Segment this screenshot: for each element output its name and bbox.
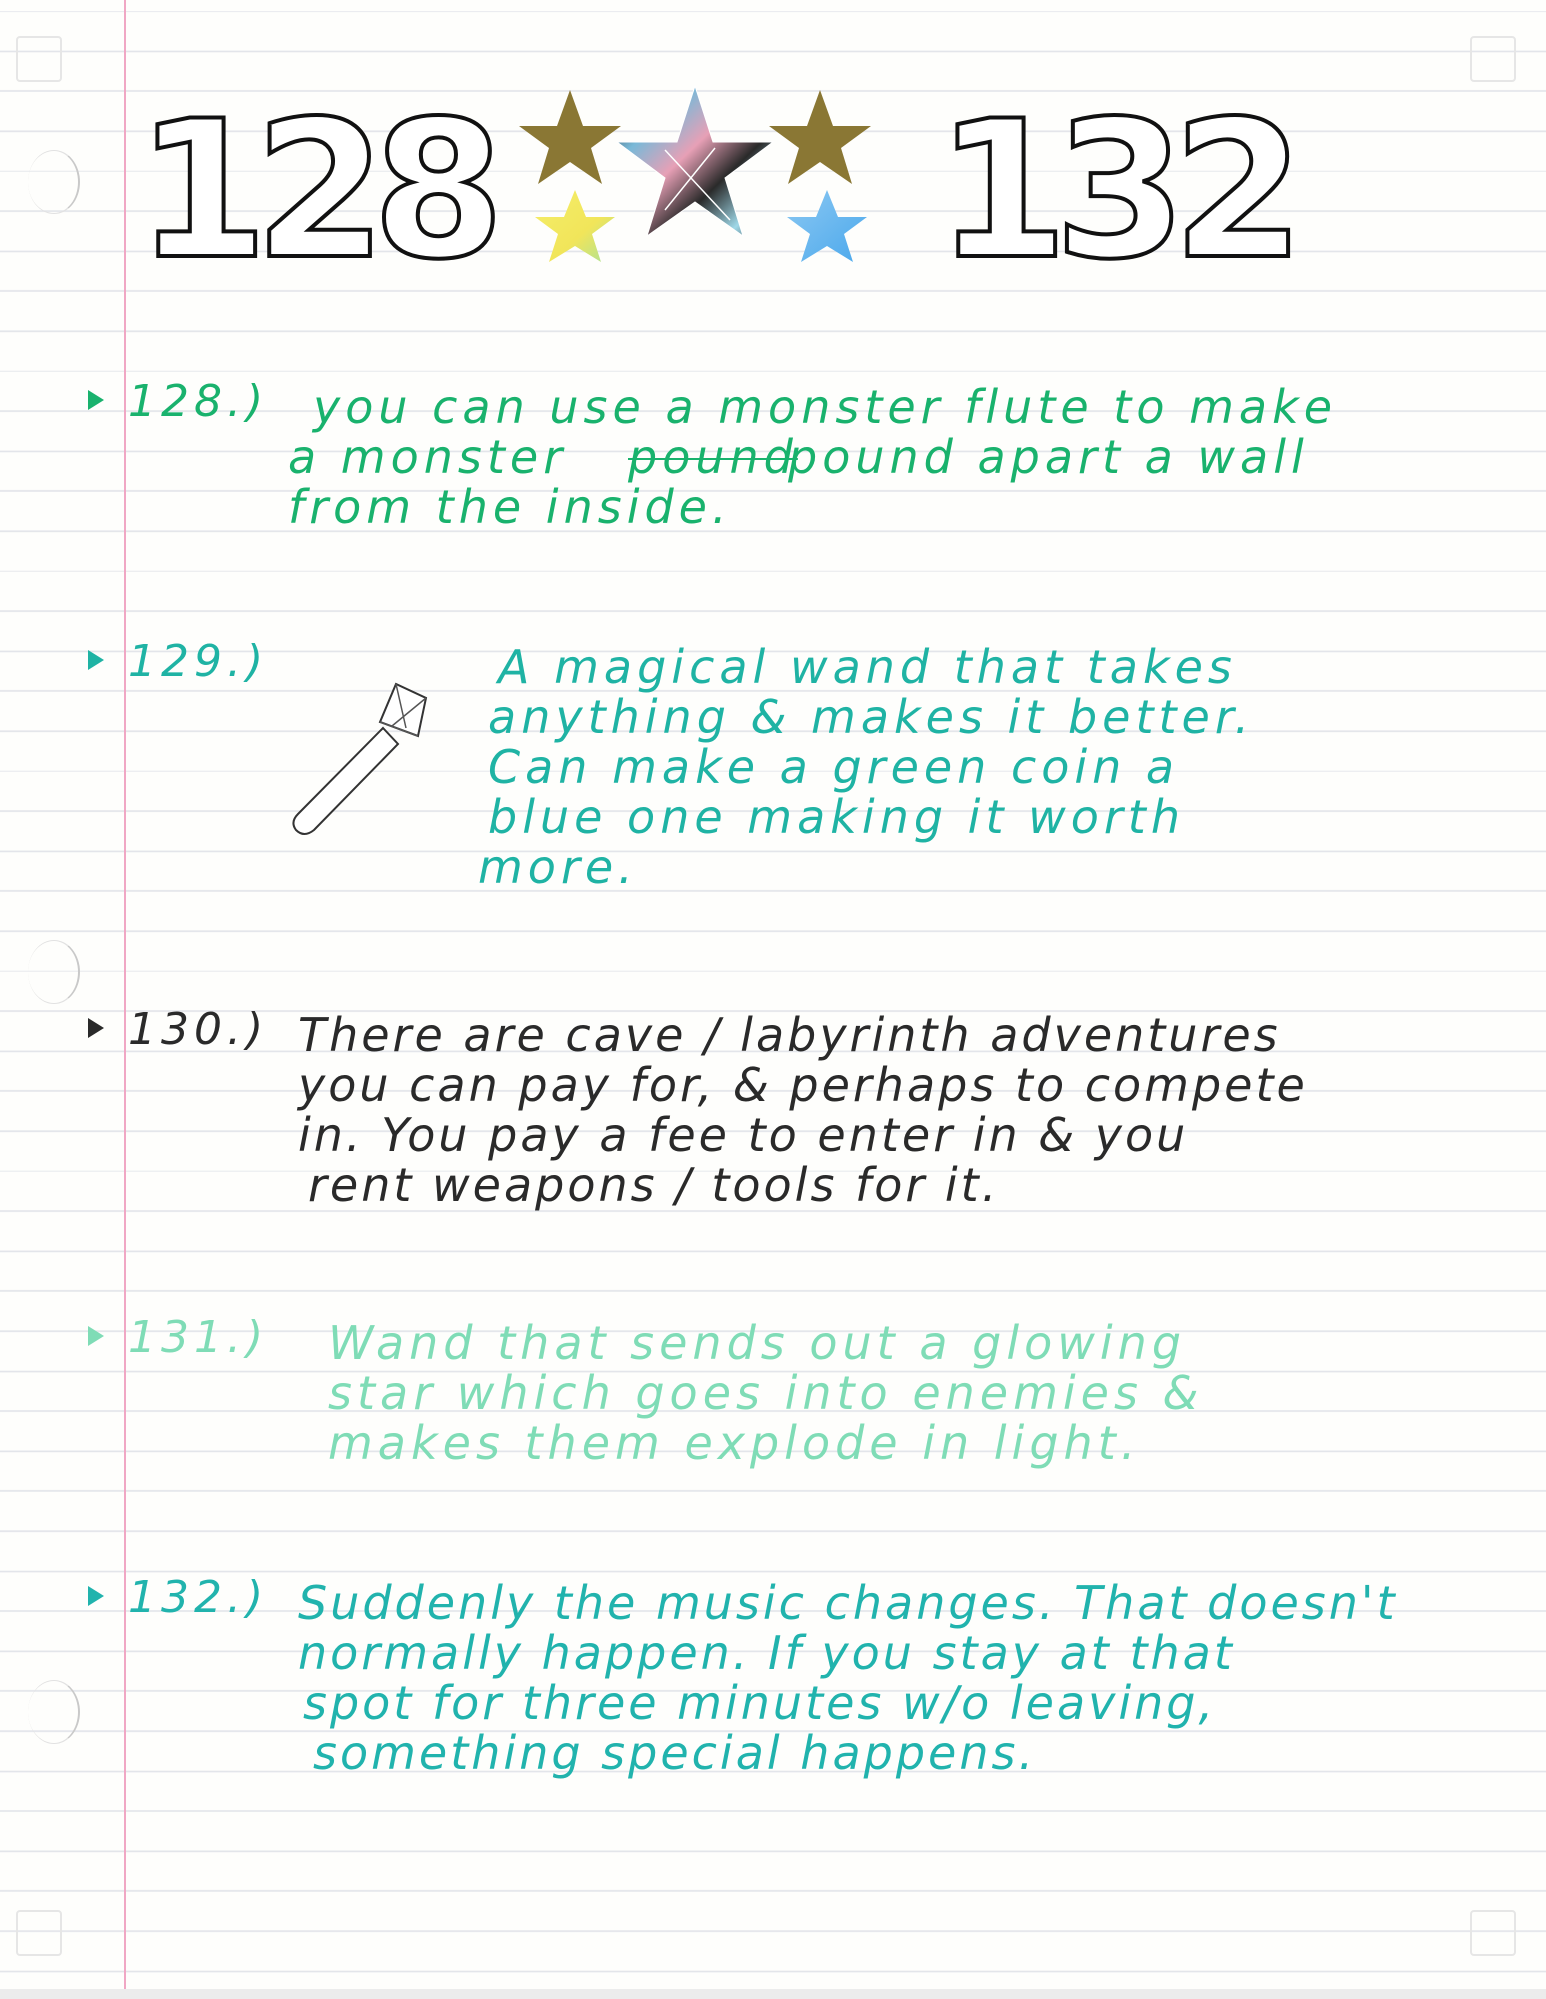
struck-word: pound [628,430,798,484]
page-bottom-edge [0,1989,1546,1999]
title-number-left-text: 128 [136,86,491,286]
entry-line: pound apart a wall [788,430,1309,484]
entry-number: 132.) [128,1572,269,1623]
entry-line: spot for three minutes w/o leaving, [303,1676,1217,1730]
scan-corner-mark [1470,36,1516,82]
punch-hole-top [28,150,80,214]
entry-line: makes them explode in light. [328,1416,1141,1470]
entry-number: 131.) [128,1312,269,1363]
entry-130 [88,1004,1508,1228]
yellow-star-icon [535,190,615,262]
entry-132 [88,1572,1508,1796]
entry-line: anything & makes it better. [488,690,1255,744]
entry-line: normally happen. If you stay at that [298,1626,1235,1680]
scan-corner-mark [16,36,62,82]
scan-corner-mark [1470,1910,1516,1956]
entry-line: star which goes into enemies & [328,1366,1204,1420]
entry-line: A magical wand that takes [498,640,1237,694]
entry-line: you can use a monster flute to make [313,380,1338,434]
star-stickers [515,80,935,280]
entry-line: Wand that sends out a glowing [328,1316,1187,1370]
bullet-triangle-icon [88,1018,104,1038]
title-number-right [930,86,1330,286]
punch-hole-bottom [28,1680,80,1744]
title-number-right-text: 132 [936,86,1291,286]
mosaic-star-icon [617,86,773,236]
entry-line: in. You pay a fee to enter in & you [298,1108,1189,1162]
entry-line: from the inside. [288,480,732,534]
entry-129 [88,636,1488,900]
bullet-triangle-icon [88,650,104,670]
entry-line: rent weapons / tools for it. [308,1158,1000,1212]
entry-line: more. [478,840,638,894]
bullet-triangle-icon [88,1586,104,1606]
bullet-triangle-icon [88,1326,104,1346]
punch-hole-middle [28,940,80,1004]
gold-star-icon [519,90,621,184]
entry-number: 129.) [128,636,269,687]
entry-line: blue one making it worth [488,790,1185,844]
entry-131 [88,1312,1488,1496]
entry-number: 130.) [128,1004,269,1055]
gold-star-icon [769,90,871,184]
blue-star-icon [787,190,867,262]
entry-line: something special happens. [313,1726,1037,1780]
title-number-left [130,86,530,286]
entry-line: Suddenly the music changes. That doesn't [298,1576,1398,1630]
bullet-triangle-icon [88,390,104,410]
scan-corner-mark [16,1910,62,1956]
entry-line: you can pay for, & perhaps to compete [298,1058,1308,1112]
magic-wand-drawing-icon [288,680,438,840]
entry-line: There are cave / labyrinth adventures [298,1008,1281,1062]
entry-line: a monster [288,430,568,484]
entry-128 [88,376,1488,560]
entry-line: Can make a green coin a [488,740,1180,794]
entry-number: 128.) [128,376,269,427]
